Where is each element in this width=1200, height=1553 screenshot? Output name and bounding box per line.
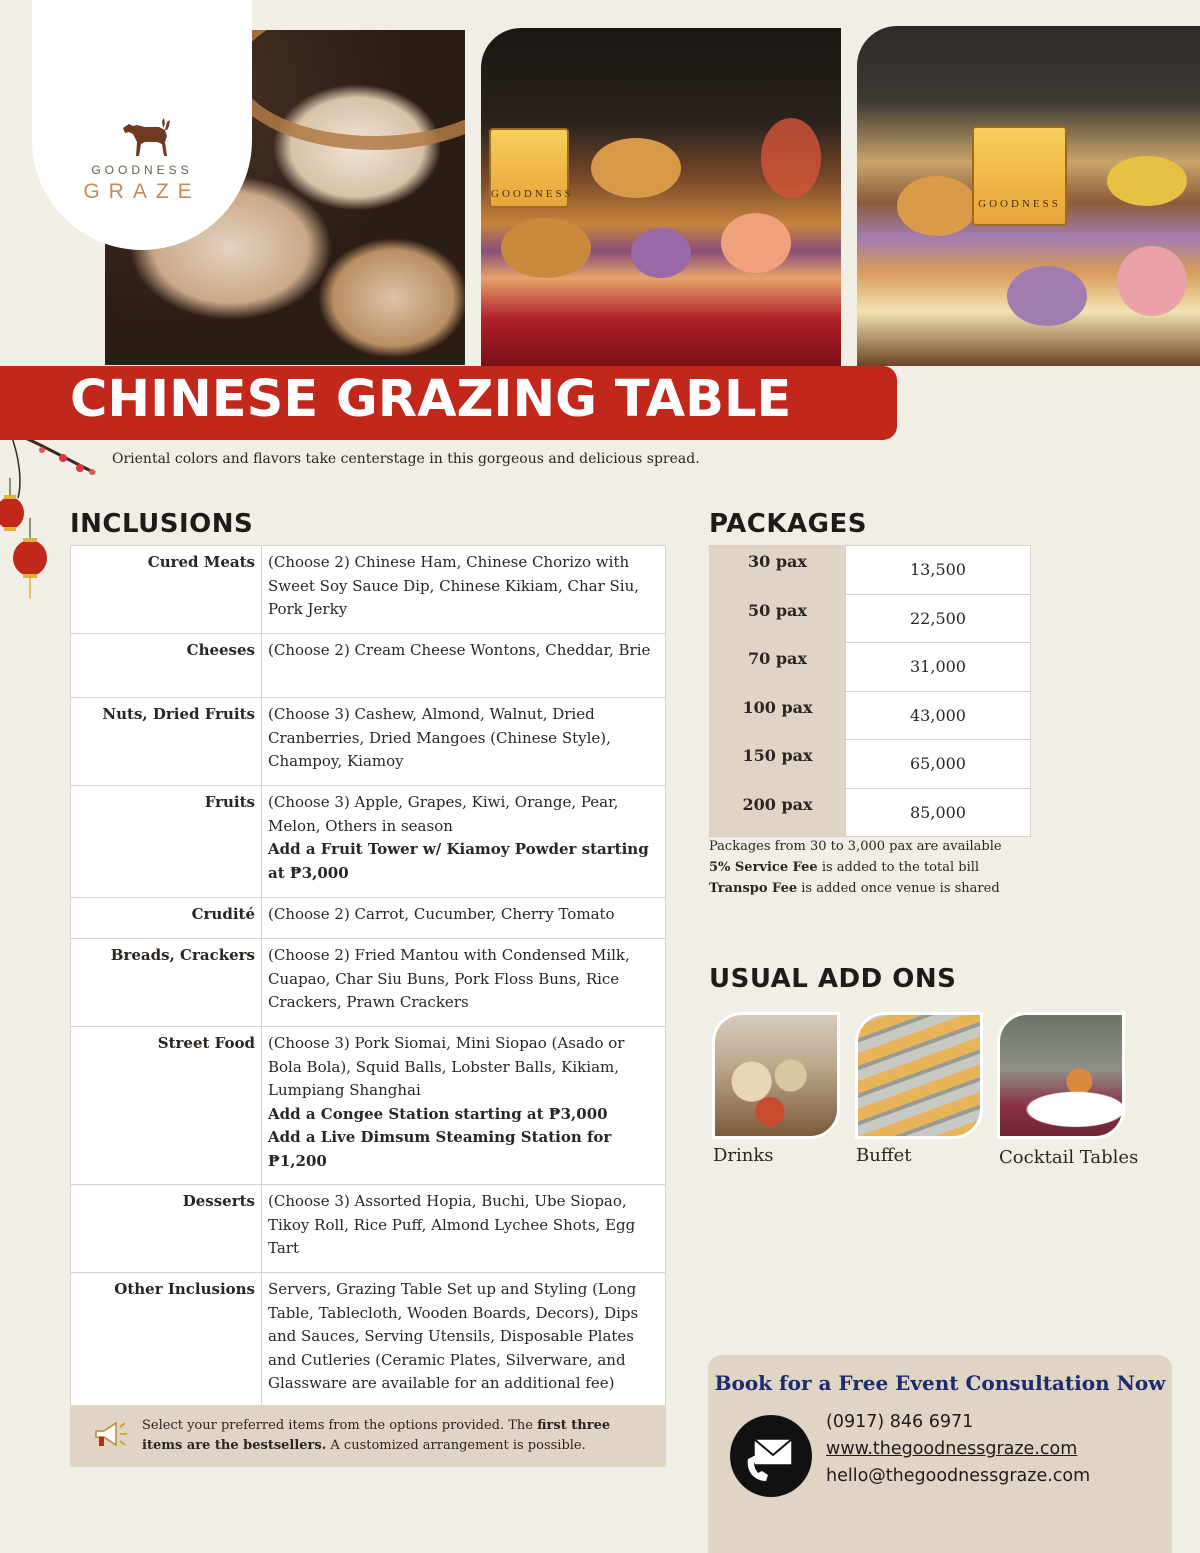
category-options: (Choose 2) Cream Cheese Wontons, Cheddar, Brie xyxy=(262,634,666,698)
package-price: 43,000 xyxy=(846,691,1031,740)
category-options: (Choose 3) Assorted Hopia, Buchi, Ube Siopao, Tikoy Roll, Rice Puff, Almond Lychee Shots, Egg Tart xyxy=(262,1185,666,1273)
mail-phone-icon xyxy=(730,1415,812,1497)
table-row xyxy=(71,546,666,634)
packages-heading: PACKAGES xyxy=(709,509,867,539)
drinks-photo xyxy=(712,1012,840,1139)
contact-box xyxy=(708,1355,1172,1553)
category-label: Cheeses xyxy=(71,634,262,698)
category-options: (Choose 2) Carrot, Cucumber, Cherry Tomato xyxy=(262,898,666,939)
category-options: (Choose 3) Cashew, Almond, Walnut, Dried Cranberries, Dried Mangoes (Chinese Style), Champoy, Kiamoy xyxy=(262,698,666,786)
add-on-offer: Add a Congee Station starting at ₱3,000 xyxy=(268,1104,608,1123)
goodness-sign: GOODNESS xyxy=(972,126,1067,226)
table-row xyxy=(710,691,1031,740)
category-options: (Choose 3) Pork Siomai, Mini Siopao (Asado or Bola Bola), Squid Balls, Lobster Balls, Kikiam, Lumpiang Shanghai Add a Congee Station starting at ₱3,000 Add a Live Dimsum Steaming Station for ₱1,200 xyxy=(262,1027,666,1185)
pax-count: 100 pax xyxy=(710,691,846,740)
consultation-cta: Book for a Free Event Consultation Now xyxy=(714,1371,1166,1395)
brand-name-bottom: GRAZE xyxy=(83,180,201,203)
pax-count: 200 pax xyxy=(710,788,846,837)
cocktail-tables-photo xyxy=(997,1012,1125,1139)
deer-icon xyxy=(115,112,173,158)
table-row xyxy=(710,594,1031,643)
phone-number: (0917) 846 6971 xyxy=(826,1412,974,1432)
transpo-fee-note: Transpo Fee is added once venue is shared xyxy=(709,881,1000,896)
table-row xyxy=(71,1273,666,1407)
table-row xyxy=(71,786,666,898)
category-options: (Choose 2) Fried Mantou with Condensed Milk, Cuapao, Char Siu Buns, Pork Floss Buns, Rice Crackers, Prawn Crackers xyxy=(262,939,666,1027)
addons-heading: USUAL ADD ONS xyxy=(709,964,957,994)
goodness-sign: GOODNESS xyxy=(489,128,569,208)
category-label: Street Food xyxy=(71,1027,262,1185)
packages-table xyxy=(709,545,1031,837)
add-on-offer: Add a Fruit Tower w/ Kiamoy Powder starting at ₱3,000 xyxy=(268,840,649,882)
table-row xyxy=(71,698,666,786)
category-label: Cured Meats xyxy=(71,546,262,634)
pax-count: 30 pax xyxy=(710,546,846,595)
steamer-rim xyxy=(225,30,465,150)
package-price: 65,000 xyxy=(846,740,1031,789)
table-row xyxy=(71,1027,666,1185)
pax-count: 70 pax xyxy=(710,643,846,692)
table-row xyxy=(710,643,1031,692)
package-price: 85,000 xyxy=(846,788,1031,837)
package-notes xyxy=(709,836,1049,899)
addon-label-buffet: Buffet xyxy=(856,1145,912,1166)
megaphone-icon xyxy=(92,1419,128,1451)
addon-label-cocktail-tables: Cocktail Tables xyxy=(999,1147,1139,1168)
page-title: CHINESE GRAZING TABLE xyxy=(70,370,792,429)
pax-count: 150 pax xyxy=(710,740,846,789)
category-label: Fruits xyxy=(71,786,262,898)
category-options: (Choose 3) Apple, Grapes, Kiwi, Orange, Pear, Melon, Others in season Add a Fruit Tower w/ Kiamoy Powder starting at ₱3,000 xyxy=(262,786,666,898)
package-price: 13,500 xyxy=(846,546,1031,595)
service-fee-note: 5% Service Fee is added to the total bill xyxy=(709,860,980,875)
category-label: Desserts xyxy=(71,1185,262,1273)
inclusions-table xyxy=(70,545,666,1407)
email-address[interactable]: hello@thegoodnessgraze.com xyxy=(826,1466,1091,1486)
buffet-photo xyxy=(855,1012,983,1139)
table-row xyxy=(710,546,1031,595)
package-range-note: Packages from 30 to 3,000 pax are available xyxy=(709,839,1002,854)
title-banner xyxy=(0,366,897,440)
table-row xyxy=(71,634,666,698)
grazing-table-photo-2 xyxy=(857,26,1200,366)
note-text: Select your preferred items from the options provided. The first three items are the bestsellers. A customized arrangement is possible. xyxy=(142,1418,611,1453)
category-label: Crudité xyxy=(71,898,262,939)
category-label: Nuts, Dried Fruits xyxy=(71,698,262,786)
table-row xyxy=(71,1185,666,1273)
brand-name-top: GOODNESS xyxy=(91,163,193,177)
category-label: Breads, Crackers xyxy=(71,939,262,1027)
package-price: 31,000 xyxy=(846,643,1031,692)
grazing-table-photo-1 xyxy=(481,28,841,366)
selection-note xyxy=(70,1405,666,1467)
tagline: Oriental colors and flavors take centerstage in this gorgeous and delicious spread. xyxy=(112,451,700,467)
brand-logo xyxy=(32,0,252,250)
inclusions-heading: INCLUSIONS xyxy=(70,509,254,539)
add-on-offer: Add a Live Dimsum Steaming Station for ₱1,200 xyxy=(268,1128,612,1170)
category-label: Other Inclusions xyxy=(71,1273,262,1407)
package-price: 22,500 xyxy=(846,594,1031,643)
pax-count: 50 pax xyxy=(710,594,846,643)
table-row xyxy=(71,898,666,939)
table-row xyxy=(71,939,666,1027)
category-options: (Choose 2) Chinese Ham, Chinese Chorizo with Sweet Soy Sauce Dip, Chinese Kikiam, Char Siu, Pork Jerky xyxy=(262,546,666,634)
category-options: Servers, Grazing Table Set up and Styling (Long Table, Tablecloth, Wooden Boards, Decors), Dips and Sauces, Serving Utensils, Disposable Plates and Cutleries (Ceramic Plates, Silverware, and Glassware are available for an additional fee) xyxy=(262,1273,666,1407)
addon-label-drinks: Drinks xyxy=(713,1145,774,1166)
table-row xyxy=(710,788,1031,837)
table-row xyxy=(710,740,1031,789)
website-link[interactable]: www.thegoodnessgraze.com xyxy=(826,1439,1078,1459)
